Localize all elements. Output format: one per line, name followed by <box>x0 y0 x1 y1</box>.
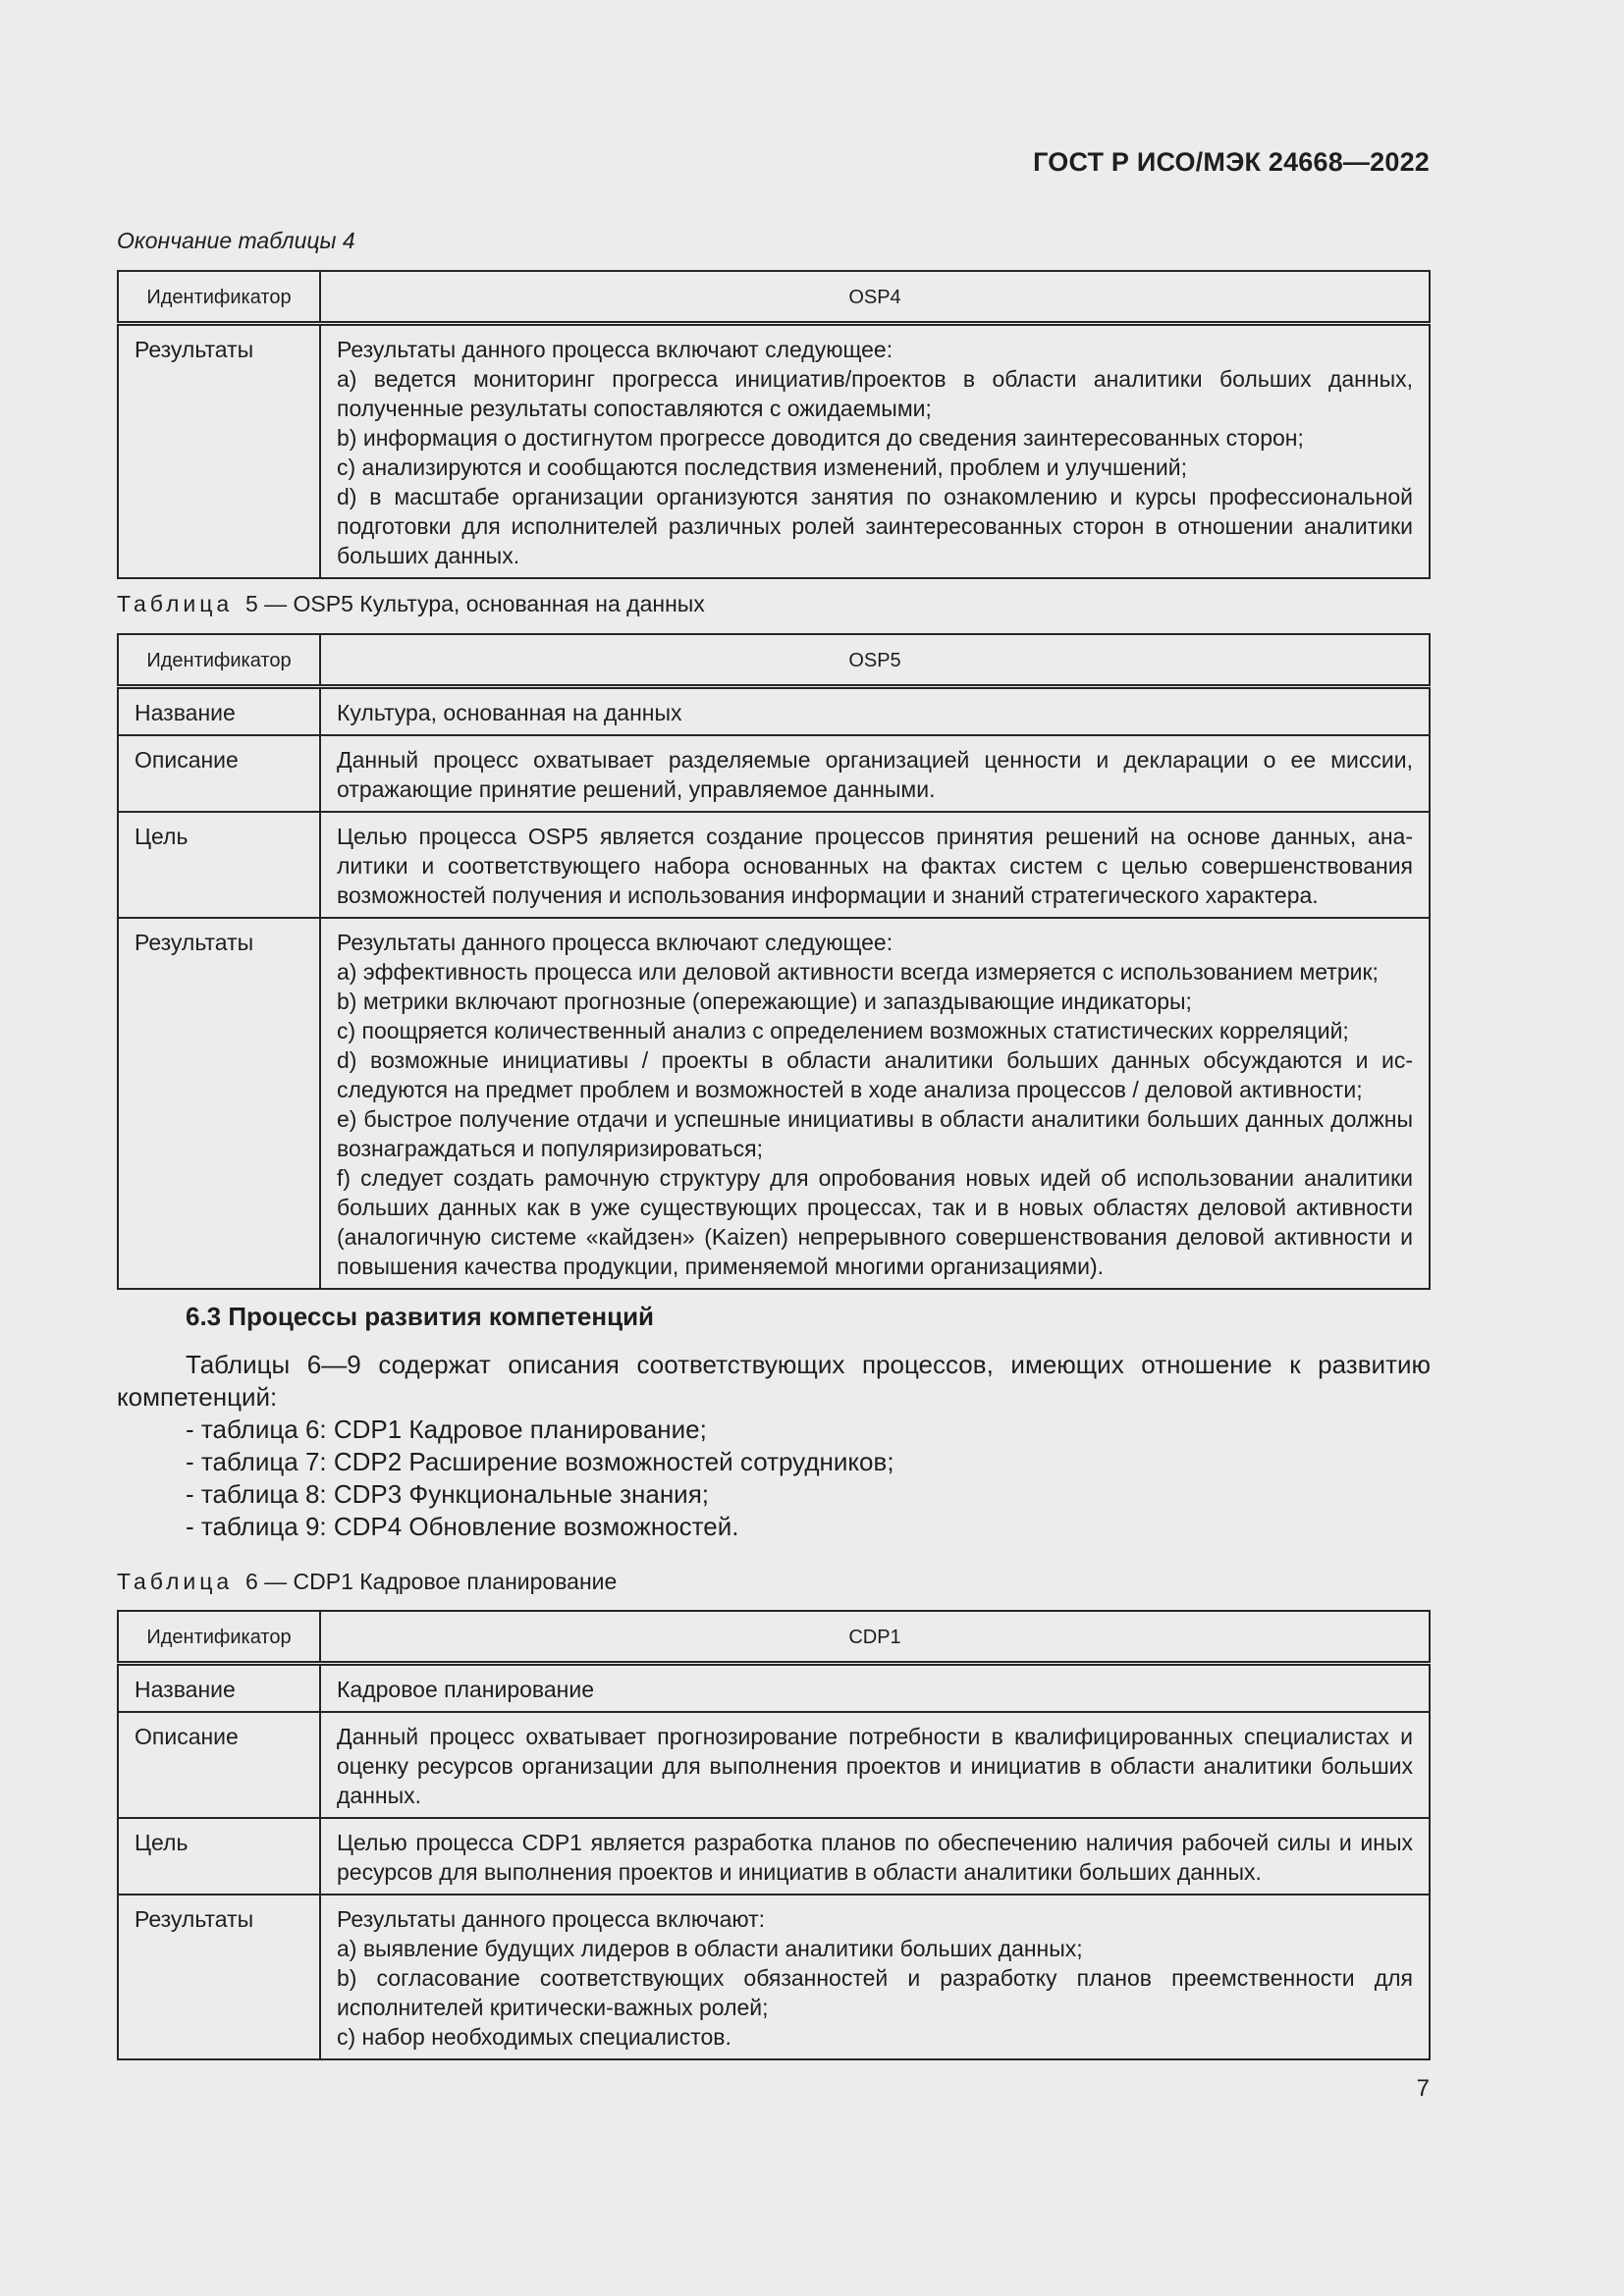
text-line: Данный процесс охватывает прогнозирование потребности в квалифицированных специалистах и оценку ресурсов организации для выполнения проектов и инициатив в области аналитики больших данных. <box>337 1724 1413 1808</box>
process-id-header: OSP4 <box>320 271 1430 324</box>
identifier-header: Идентификатор <box>118 271 320 324</box>
table-header-row <box>118 1611 1430 1664</box>
text-line: d) возможные инициативы / проекты в области аналитики больших данных обсуждаются и исследуются на предмет проблем и возможностей в ходе анализа процессов / деловой активности; <box>337 1047 1413 1102</box>
table6-caption <box>117 1569 617 1595</box>
section-heading: 6.3 Процессы развития компетенций <box>186 1302 655 1331</box>
row-content <box>320 812 1430 918</box>
table4-caption: Окончание таблицы 4 <box>117 228 355 253</box>
row-content <box>320 687 1430 736</box>
table-header-row <box>118 271 1430 324</box>
row-content <box>320 1895 1430 2059</box>
row-label: Результаты <box>118 324 320 579</box>
row-content <box>320 735 1430 812</box>
table-row <box>118 1712 1430 1818</box>
row-label: Название <box>118 687 320 736</box>
text-line: Результаты данного процесса включают следующее: <box>337 930 893 955</box>
table-row <box>118 687 1430 736</box>
row-label: Результаты <box>118 1895 320 2059</box>
text-line: b) информация о достигнутом прогрессе доводится до сведения заинтересованных сторон; <box>337 425 1304 451</box>
row-label: Описание <box>118 1712 320 1818</box>
text-line: a) выявление будущих лидеров в области аналитики больших данных; <box>337 1936 1083 1961</box>
text-line: Данный процесс охватывает разделяемые организацией ценности и декларации о ее миссии, отражающие принятие решений, управляемое данными. <box>337 747 1413 802</box>
row-content <box>320 1664 1430 1713</box>
process-id-header: OSP5 <box>320 634 1430 687</box>
table-header-row <box>118 634 1430 687</box>
table-row <box>118 918 1430 1289</box>
text-line: Результаты данного процесса включают: <box>337 1906 766 1932</box>
caption-prefix: Таблица <box>117 1569 234 1594</box>
text-line: Целью процесса CDP1 является разработка планов по обеспечению наличия рабочей силы и иных ресурсов для выполнения проектов и инициатив в области аналитики больших данных. <box>337 1830 1413 1885</box>
text-line: c) анализируются и сообщаются последствия изменений, проблем и улучшений; <box>337 454 1187 480</box>
row-label: Цель <box>118 1818 320 1895</box>
tables-list <box>186 1414 894 1543</box>
identifier-header: Идентификатор <box>118 1611 320 1664</box>
text-line: Целью процесса OSP5 является создание процессов принятия решений на основе данных, аналитики и соответствующего набора основанных на фактах систем с целью совершенствования возможностей получения и использования информации и знаний стратегического характера. <box>337 824 1413 908</box>
table-6 <box>117 1610 1431 2060</box>
table-row <box>118 324 1430 579</box>
list-item: - таблица 9: CDP4 Обновление возможностей. <box>186 1512 739 1541</box>
table-5 <box>117 633 1431 1290</box>
text-line: a) ведется мониторинг прогресса инициатив/проектов в области аналитики больших данных, полученные результаты сопоставляются с ожидаемыми; <box>337 366 1413 421</box>
row-label: Цель <box>118 812 320 918</box>
table-row <box>118 1895 1430 2059</box>
text-line: a) эффективность процесса или деловой активности всегда измеряется с использованием метрик; <box>337 959 1379 985</box>
caption-text: 5 — OSP5 Культура, основанная на данных <box>244 591 705 616</box>
table-row <box>118 1818 1430 1895</box>
text-line: b) согласование соответствующих обязанностей и разработку планов преемственности для исполнителей критически-важных ролей; <box>337 1965 1413 2020</box>
section-intro: Таблицы 6—9 содержат описания соответствующих процессов, имеющих отношение к развитию компетенций: <box>117 1350 1431 1412</box>
caption-prefix: Таблица <box>117 591 234 616</box>
text-line: f) следует создать рамочную структуру для опробования новых идей об использовании аналитики больших данных как в уже существующих процессах, так и в новых областях деловой активности (аналогичную системе «кайдзен» (Kaizen) непрерывного совершенствования деловой активности и повышения качества продукции, применяемой многими организациями). <box>337 1165 1413 1279</box>
row-content <box>320 1818 1430 1895</box>
row-label: Описание <box>118 735 320 812</box>
page-number: 7 <box>1416 2075 1430 2102</box>
list-item: - таблица 7: CDP2 Расширение возможностей сотрудников; <box>186 1447 894 1476</box>
text-line: c) поощряется количественный анализ с определением возможных статистических корреляций; <box>337 1018 1349 1043</box>
table-row <box>118 1664 1430 1713</box>
row-content <box>320 918 1430 1289</box>
document-code: ГОСТ Р ИСО/МЭК 24668—2022 <box>1033 147 1430 177</box>
row-label: Название <box>118 1664 320 1713</box>
text-line: Кадровое планирование <box>337 1677 595 1702</box>
list-item: - таблица 6: CDP1 Кадровое планирование; <box>186 1415 707 1444</box>
caption-text: 6 — CDP1 Кадровое планирование <box>244 1569 618 1594</box>
row-label: Результаты <box>118 918 320 1289</box>
list-item: - таблица 8: CDP3 Функциональные знания; <box>186 1479 709 1509</box>
process-id-header: CDP1 <box>320 1611 1430 1664</box>
text-line: e) быстрое получение отдачи и успешные инициативы в области аналитики больших данных должны вознаграждаться и популяризироваться; <box>337 1106 1413 1161</box>
row-content <box>320 324 1430 579</box>
table-4-end <box>117 270 1431 579</box>
row-content <box>320 1712 1430 1818</box>
text-line: c) набор необходимых специалистов. <box>337 2024 731 2050</box>
text-line: Культура, основанная на данных <box>337 700 682 725</box>
text-line: d) в масштабе организации организуются занятия по ознакомлению и курсы профессиональной подготовки для исполнителей различных ролей заинтересованных сторон в отношении аналитики больших данных. <box>337 484 1413 568</box>
identifier-header: Идентификатор <box>118 634 320 687</box>
text-line: Результаты данного процесса включают следующее: <box>337 337 893 362</box>
table-row <box>118 812 1430 918</box>
text-line: b) метрики включают прогнозные (опережающие) и запаздывающие индикаторы; <box>337 988 1192 1014</box>
table5-caption <box>117 591 705 617</box>
table-row <box>118 735 1430 812</box>
